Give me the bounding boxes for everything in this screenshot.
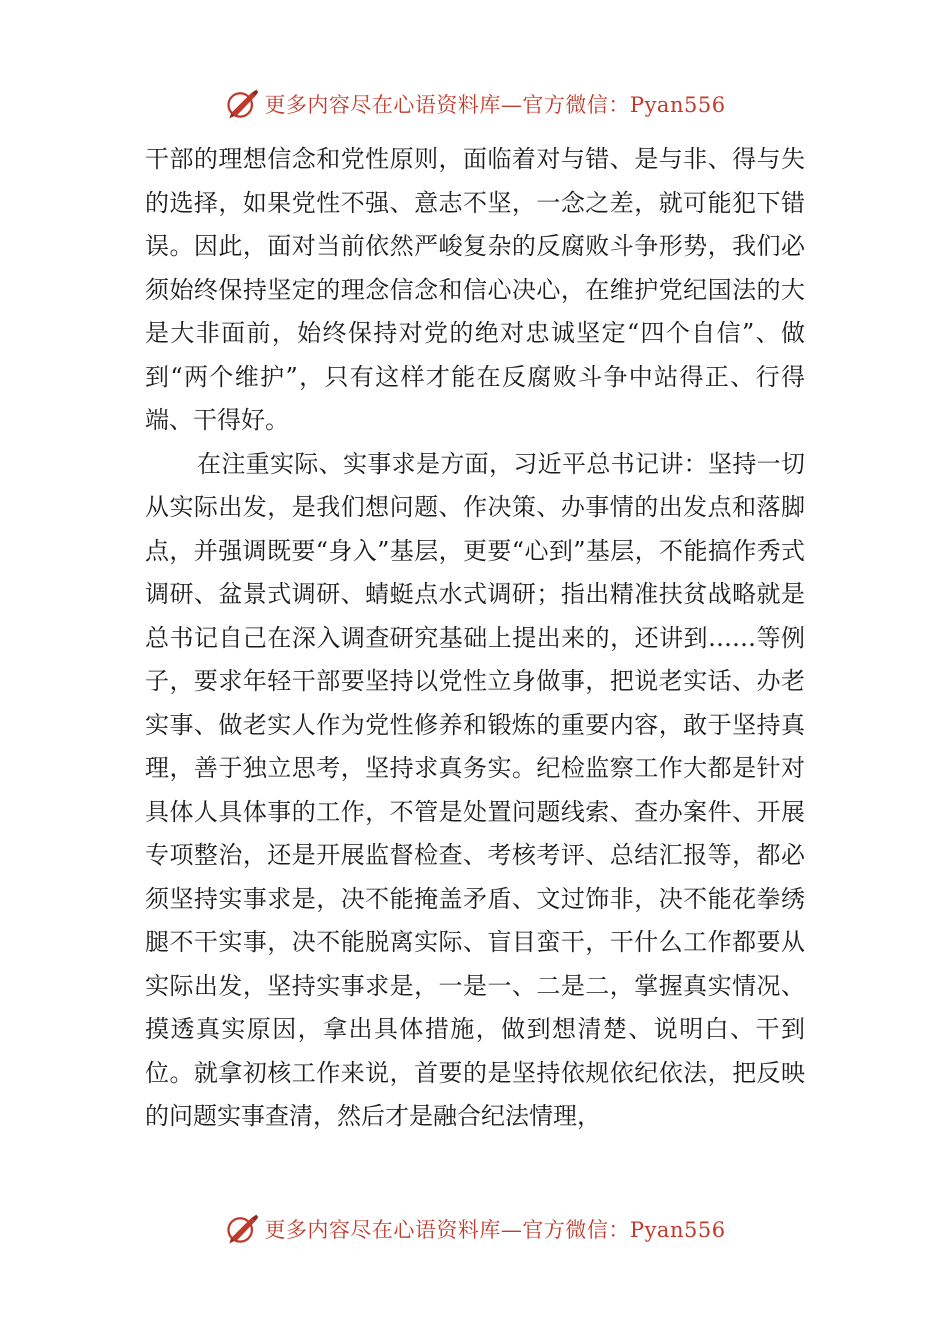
document-body — [145, 138, 805, 1139]
pen-logo-icon — [224, 1211, 260, 1247]
header-text: 更多内容尽在心语资料库—官方微信：Pyan556 — [264, 93, 726, 117]
footer-banner — [0, 1209, 950, 1249]
header-banner — [0, 84, 950, 124]
paragraph-continued: 干部的理想信念和党性原则，面临着对与错、是与非、得与失的选择，如果党性不强、意志不坚，一念之差，就可能犯下错误。因此，面对当前依然严峻复杂的反腐败斗争形势，我们必须始终保持坚定的理念信念和信心决心，在维护党纪国法的大是大非面前，始终保持对党的绝对忠诚坚定“四个自信”、做到“两个维护”，只有这样才能在反腐败斗争中站得正、行得端、干得好。 — [145, 145, 805, 434]
paragraph-practical: 在注重实际、实事求是方面，习近平总书记讲：坚持一切从实际出发，是我们想问题、作决策、办事情的出发点和落脚点，并强调既要“身入”基层，更要“心到”基层，不能搞作秀式调研、盆景式调研、蜻蜓点水式调研；指出精准扶贫战略就是总书记自己在深入调查研究基础上提出来的，还讲到……等例子，要求年轻干部要坚持以党性立身做事，把说老实话、办老实事、做老实人作为党性修养和锻炼的重要内容，敢于坚持真理，善于独立思考，坚持求真务实。纪检监察工作大都是针对具体人具体事的工作，不管是处置问题线索、查办案件、开展专项整治，还是开展监督检查、考核考评、总结汇报等，都必须坚持实事求是，决不能掩盖矛盾、文过饰非，决不能花拳绣腿不干实事，决不能脱离实际、盲目蛮干，干什么工作都要从实际出发，坚持实事求是，一是一、二是二，掌握真实情况、摸透真实原因，拿出具体措施，做到想清楚、说明白、干到位。就拿初核工作来说，首要的是坚持依规依纪依法，把反映的问题实事查清，然后才是融合纪法情理， — [145, 449, 805, 1130]
pen-logo-icon — [224, 86, 260, 122]
footer-text: 更多内容尽在心语资料库—官方微信：Pyan556 — [264, 1218, 726, 1242]
